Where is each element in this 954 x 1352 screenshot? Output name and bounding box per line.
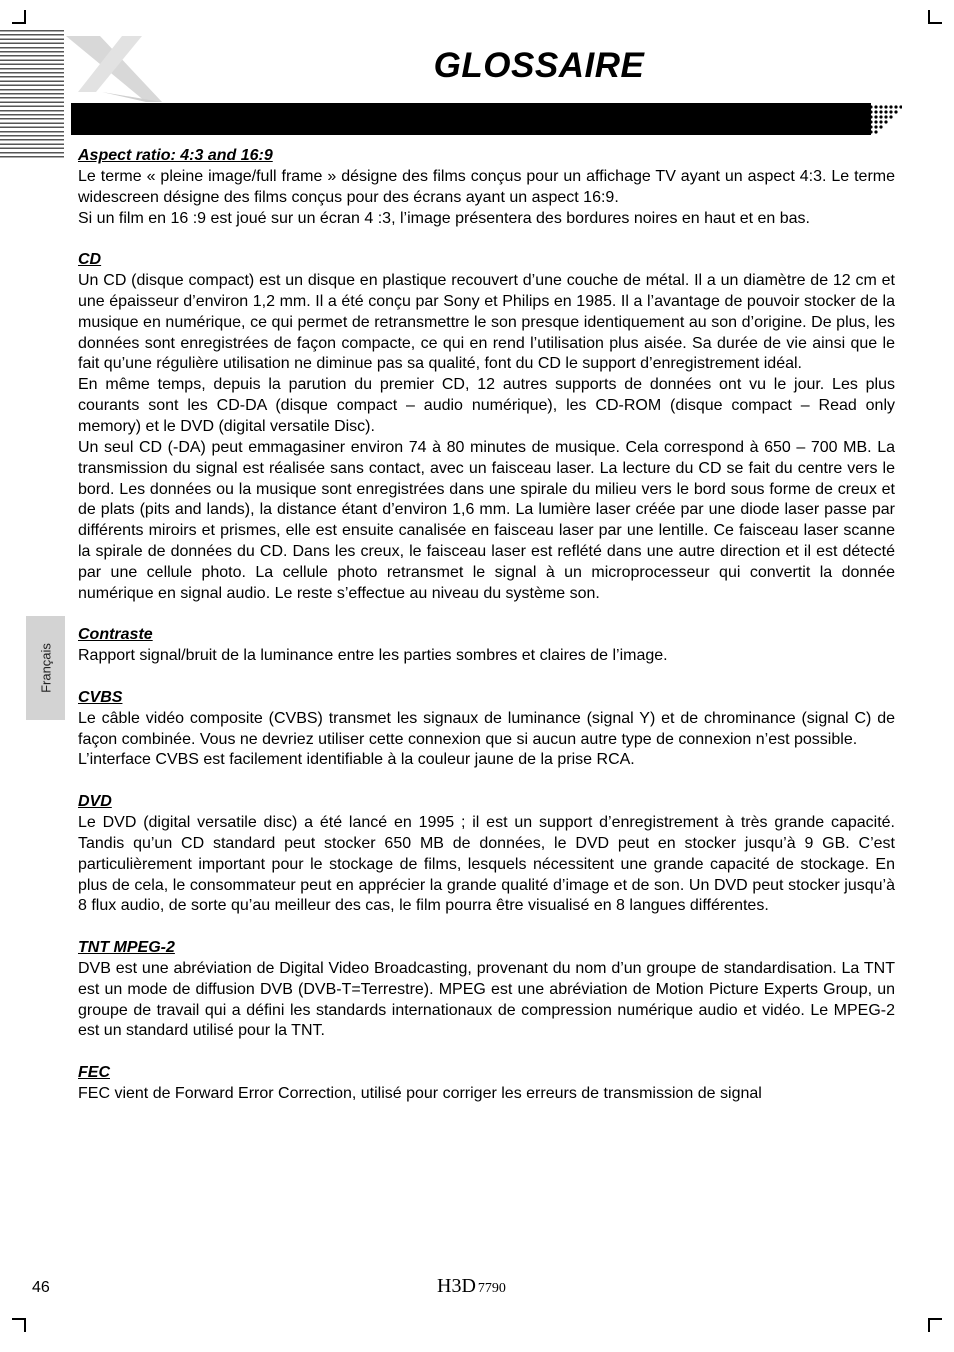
glossary-content <box>78 146 895 1126</box>
glossary-term: DVD <box>78 793 112 811</box>
glossary-paragraph: En même temps, depuis la parution du premier CD, 12 autres supports de données ont vu le jour. Les plus courants sont les CD-DA (disque compact – audio numérique), les CD-ROM (disque compact – Read only memory) et le DVD (digital versatile Disc). <box>78 376 895 435</box>
page-number: 46 <box>32 1279 50 1296</box>
glossary-entry-cd <box>78 250 895 604</box>
title-bar-dots <box>862 103 902 135</box>
crop-mark-top-left <box>12 22 26 24</box>
glossary-term: TNT MPEG-2 <box>78 939 175 957</box>
glossary-entry-fec <box>78 1063 895 1105</box>
glossary-entry-aspect-ratio <box>78 146 895 229</box>
glossary-term: Aspect ratio: 4:3 and 16:9 <box>78 147 273 164</box>
glossary-paragraph: L’interface CVBS est facilement identifiable à la couleur jaune de la prise RCA. <box>78 751 635 769</box>
glossary-entry-contraste <box>78 625 895 667</box>
crop-mark-top-right <box>928 22 942 24</box>
glossary-paragraph: FEC vient de Forward Error Correction, utilisé pour corriger les erreurs de transmission de signal <box>78 1084 762 1102</box>
glossary-paragraph: Le terme « pleine image/full frame » désigne des films conçus pour un affichage TV ayant un aspect 4:3. Le terme widescreen désigne des films conçus pour des écrans ayant un aspect 16:9. <box>78 167 895 206</box>
glossary-paragraph: Le câble vidéo composite (CVBS) transmet les signaux de luminance (signal Y) et de chrominance (signal C) de façon combinée. Vous ne devriez utiliser cette connexion que si aucun autre type de connexion n’est possible. <box>78 709 895 748</box>
language-tab-label: Français <box>38 643 53 693</box>
glossary-term: Contraste <box>78 626 153 644</box>
model-label <box>437 1275 506 1298</box>
crop-mark-bottom-right <box>928 1318 942 1320</box>
model-number: 7790 <box>477 1281 506 1296</box>
language-tab <box>26 616 65 720</box>
model-name: H3D <box>437 1275 476 1297</box>
glossary-term: CD <box>78 251 102 269</box>
crop-mark-bottom-left <box>24 1318 26 1332</box>
crop-mark-bottom-right <box>928 1318 930 1332</box>
title-bar <box>71 103 871 135</box>
glossary-paragraph: DVB est une abréviation de Digital Video Broadcasting, provenant du nom d’un groupe de standardisation. La TNT est un mode de diffusion DVB (DVB-T=Terrestre). MPEG est une abréviation de Motion Picture Experts Group, un groupe de travail qui a défini les standards internationaux de compression numérique audio et vidéo. Le MPEG-2 est un standard utilisé pour la TNT. <box>78 959 895 1040</box>
glossary-paragraph: Le DVD (digital versatile disc) a été lancé en 1995 ; il est un support d’enregistrement à très grande capacité. Tandis qu’un CD standard peut stocker 650 MB de données, le DVD peut en stocker jusqu’à 9 GB. C’est particulièrement important pour le stockage de films, lesquels nécessitent une grande capacité de stockage. En plus de cela, le consommateur peut en apprécier la grande qualité d’image et de son. Un DVD peut stocker jusqu’à 8 flux audio, de sorte qu’au meilleur des cas, le film pourra être visualisé en 8 langues différentes. <box>78 814 895 915</box>
glossary-paragraph: Rapport signal/bruit de la luminance entre les parties sombres et claires de l’image. <box>78 647 668 665</box>
glossary-entry-dvd <box>78 792 895 917</box>
glossary-term: FEC <box>78 1064 110 1082</box>
glossary-term: CVBS <box>78 688 123 706</box>
glossary-paragraph: Si un film en 16 :9 est joué sur un écran 4 :3, l’image présentera des bordures noires en haut et en bas. <box>78 209 810 227</box>
page-title: GLOSSAIRE <box>433 46 645 85</box>
glossary-entry-tnt-mpeg2 <box>78 938 895 1042</box>
glossary-paragraph: Un CD (disque compact) est un disque en plastique recouvert d’une couche de métal. Il a un diamètre de 12 cm et une épaisseur d’environ 1,2 mm. Il a été conçu par Sony et Philips en 1985. Il a l’avantage de pouvoir stocker de la musique en numérique, ce qui permet de retransmettre le son presque identiquement au son d’origine. De plus, les données sont enregistrées de façon compacte, ce qui en rend l’utilisation plus aisée. Sa durée de vie ainsi que le fait qu’une régulière utilisation ne diminue pas sa qualité, font du CD le support d’enregistrement idéal. <box>78 272 895 373</box>
glossary-paragraph: Un seul CD (-DA) peut emmagasiner environ 74 à 80 minutes de musique. Cela correspond à 650 – 700 MB. La transmission du signal est réalisée sans contact, avec un faisceau laser. La lecture du CD se fait du centre vers le bord. Les données ou la musique sont enregistrées dans une spirale du milieu vers le bord sous forme de creux et de plats (pits and lands), la distance étant d’environ 1,6 mm. La lumière laser créée par une diode laser passe par différents miroirs et prismes, elle est ensuite canalisée en faisceau laser par une lentille. Ce faisceau laser scanne la spirale de données du CD. Dans les creux, le faisceau laser est reflété dans une autre direction et il est détecté par une cellule photo. La cellule photo retransmet le signal à un microprocesseur qui convertit la donnée numérique en signal audio. Le reste s’effectue au niveau du système son. <box>78 438 895 602</box>
glossary-entry-cvbs <box>78 688 895 771</box>
